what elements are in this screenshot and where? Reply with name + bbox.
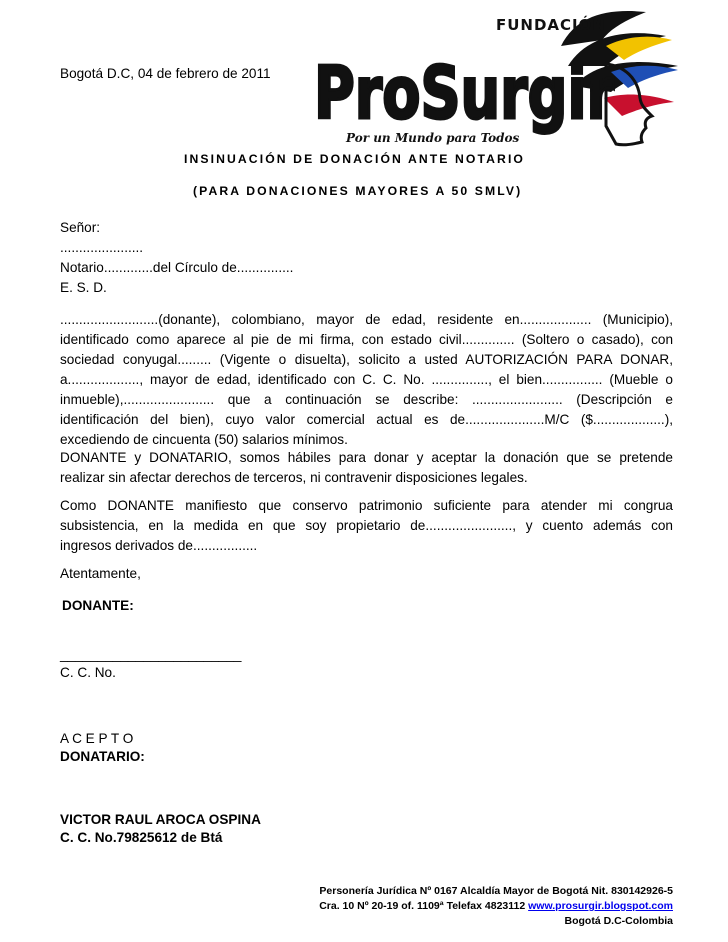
paragraph-2-line: DONANTE y DONATARIO, somos hábiles para donar y aceptar la donación que se pretende — [60, 450, 673, 465]
footer-legal-line: Personería Jurídica Nº 0167 Alcaldía Mayor de Bogotá Nit. 830142926-5 — [319, 885, 673, 897]
acepto-label: A C E P T O — [60, 731, 134, 746]
greeting: Señor: — [60, 220, 101, 235]
recipient-name-dots: ...................... — [60, 240, 144, 255]
paragraph-1 — [60, 310, 673, 450]
paragraph-1-line: ..........................(donante), colombiano, mayor de edad, residente en................... (Municipio), — [60, 312, 673, 327]
logo-top-word: FUNDACIÓN — [496, 16, 606, 34]
cc-label: C. C. No. — [60, 665, 116, 680]
paragraph-1-line: a..................., mayor de edad, identificado con C. C. No. ..............., el bien................ (Mueble o — [60, 372, 673, 387]
paragraph-1-line: identificación del bien), cuyo valor comercial actual es de.....................M/C ($...................), — [60, 412, 673, 427]
document-subtitle: (PARA DONACIONES MAYORES A 50 SMLV) — [193, 184, 523, 198]
prosurgir-logo — [306, 6, 684, 148]
paragraph-1-line: excediendo de cincuenta (50) salarios mínimos. — [60, 432, 348, 447]
paragraph-3-line: subsistencia, en la medida en que soy propietario de......................., y cuento además con — [60, 518, 673, 533]
esd-line: E. S. D. — [60, 280, 107, 295]
donatario-label: DONATARIO: — [60, 749, 145, 764]
paragraph-3 — [60, 496, 673, 556]
paragraph-3-line: ingresos derivados de................. — [60, 538, 258, 553]
logo-brand: ProSurgir — [314, 51, 615, 135]
recipient-block — [60, 218, 293, 298]
paragraph-3-line: Como DONANTE manifiesto que conservo patrimonio suficiente para atender mi congrua — [60, 498, 673, 513]
website-link[interactable]: www.prosurgir.blogspot.com — [528, 900, 673, 912]
paragraph-2-line: realizar sin afectar derechos de terceros, ni contravenir disposiciones legales. — [60, 470, 528, 485]
footer — [319, 884, 673, 929]
logo-slogan: Por un Mundo para Todos — [346, 131, 520, 145]
donante-label: DONANTE: — [62, 598, 134, 613]
footer-address: Cra. 10 Nº 20-19 of. 1109ª Telefax 4823112 — [319, 900, 529, 912]
paragraph-1-line: identificado como aparece al pie de mi firma, con estado civil.............. (Soltero o casado), con — [60, 332, 673, 347]
footer-city-line: Bogotá D.C-Colombia — [564, 915, 673, 927]
donatario-name: VICTOR RAUL AROCA OSPINA — [60, 812, 261, 827]
notary-line: Notario.............del Círculo de............... — [60, 260, 294, 275]
paragraph-1-line: inmueble),........................ que a continuación se describe: ........................ (Descripción e — [60, 392, 673, 407]
paragraph-1-line: sociedad conyugal......... (Vigente o disuelta), solicito a usted AUTORIZACIÓN PARA DONAR, — [60, 352, 673, 367]
closing: Atentamente, — [60, 566, 141, 581]
footer-address-line — [319, 899, 673, 914]
signature-line: ________________________ — [60, 647, 242, 662]
document-title: INSINUACIÓN DE DONACIÓN ANTE NOTARIO — [184, 152, 526, 166]
donatario-cc: C. C. No.79825612 de Btá — [60, 830, 223, 845]
paragraph-2 — [60, 448, 673, 488]
place-date: Bogotá D.C, 04 de febrero de 2011 — [60, 66, 271, 81]
